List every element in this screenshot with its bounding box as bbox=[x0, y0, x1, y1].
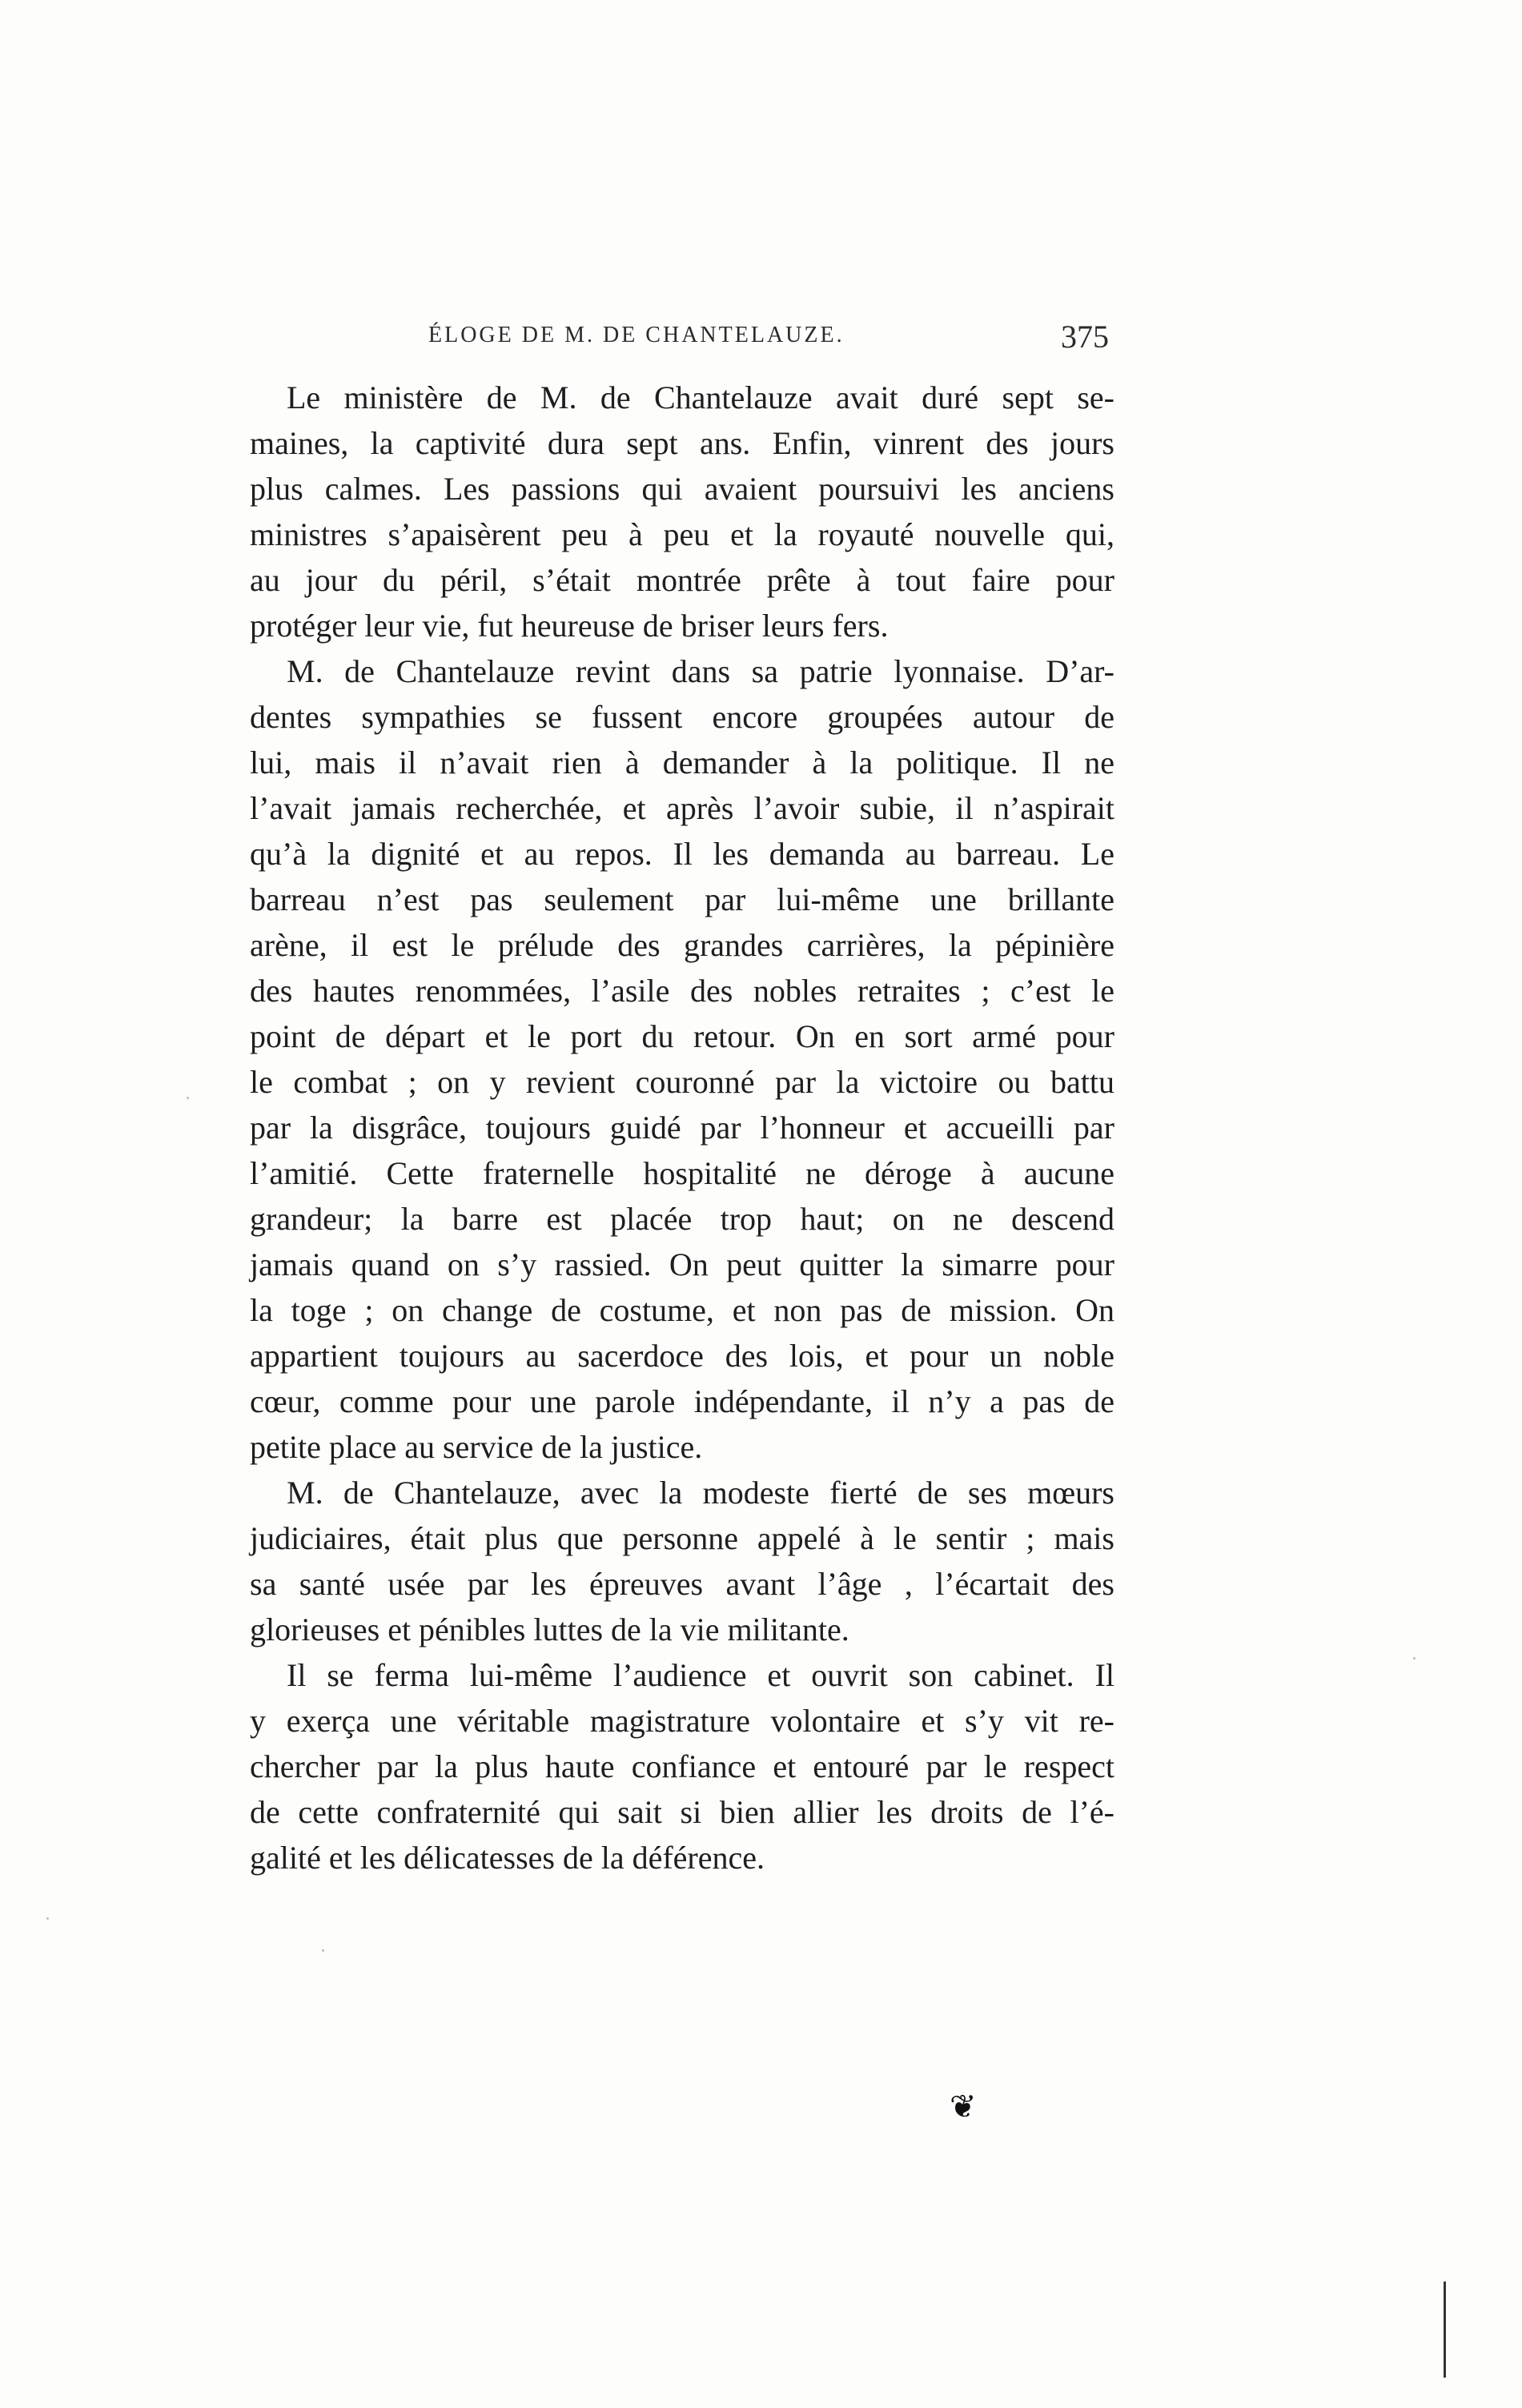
text-line: point de départ et le port du retour. On en sort armé pour bbox=[250, 1018, 1114, 1054]
scan-edge-mark bbox=[1444, 2282, 1446, 2378]
text-line: barreau n’est pas seulement par lui-même une brillante bbox=[250, 881, 1114, 917]
text-line: M. de Chantelauze revint dans sa patrie lyonnaise. D’ar- bbox=[287, 653, 1114, 689]
text-line: de cette confraternité qui sait si bien allier les droits de l’é- bbox=[250, 1794, 1114, 1830]
text-line: l’amitié. Cette fraternelle hospitalité ne déroge à aucune bbox=[250, 1155, 1114, 1191]
scan-speck bbox=[187, 1097, 189, 1099]
paragraph bbox=[250, 375, 1114, 648]
text-line: jamais quand on s’y rassied. On peut quitter la simarre pour bbox=[250, 1246, 1114, 1282]
page-number: 375 bbox=[1061, 319, 1109, 355]
text-line: ministres s’apaisèrent peu à peu et la royauté nouvelle qui, bbox=[250, 516, 1114, 552]
text-line: dentes sympathies se fussent encore groupées autour de bbox=[250, 699, 1114, 735]
text-line: des hautes renommées, l’asile des nobles retraites ; c’est le bbox=[250, 973, 1114, 1009]
text-line: galité et les délicatesses de la déférence. bbox=[250, 1840, 765, 1876]
text-line: lui, mais il n’avait rien à demander à la politique. Il ne bbox=[250, 744, 1114, 781]
text-line: l’avait jamais recherchée, et après l’avoir subie, il n’aspirait bbox=[250, 790, 1114, 826]
text-line: plus calmes. Les passions qui avaient poursuivi les anciens bbox=[250, 471, 1114, 507]
text-line: cœur, comme pour une parole indépendante, il n’y a pas de bbox=[250, 1383, 1114, 1419]
text-line: arène, il est le prélude des grandes carrières, la pépinière bbox=[250, 927, 1114, 963]
fleuron-icon: ❦ bbox=[950, 2089, 977, 2125]
text-line: sa santé usée par les épreuves avant l’âge , l’écartait des bbox=[250, 1566, 1114, 1602]
text-line: le combat ; on y revient couronné par la victoire ou battu bbox=[250, 1064, 1114, 1100]
text-line: qu’à la dignité et au repos. Il les demanda au barreau. Le bbox=[250, 836, 1114, 872]
text-line: grandeur; la barre est placée trop haut; on ne descend bbox=[250, 1201, 1114, 1237]
scan-speck bbox=[46, 1917, 49, 1920]
running-title: ÉLOGE DE M. DE CHANTELAUZE. bbox=[428, 323, 845, 347]
text-line: chercher par la plus haute confiance et entouré par le respect bbox=[250, 1748, 1114, 1784]
text-line: judiciaires, était plus que personne appelé à le sentir ; mais bbox=[250, 1520, 1114, 1556]
text-line: la toge ; on change de costume, et non pas de mission. On bbox=[250, 1292, 1114, 1328]
paragraph bbox=[250, 1652, 1114, 1880]
text-line: par la disgrâce, toujours guidé par l’honneur et accueilli par bbox=[250, 1110, 1114, 1146]
scan-speck bbox=[322, 1949, 324, 1952]
scan-speck bbox=[1413, 1657, 1416, 1660]
text-line: appartient toujours au sacerdoce des lois, et pour un noble bbox=[250, 1338, 1114, 1374]
text-line: protéger leur vie, fut heureuse de briser leurs fers. bbox=[250, 608, 889, 644]
text-line: y exerça une véritable magistrature volontaire et s’y vit re- bbox=[250, 1703, 1114, 1739]
text-line: petite place au service de la justice. bbox=[250, 1429, 703, 1465]
paragraph bbox=[250, 648, 1114, 1470]
text-line: Il se ferma lui-même l’audience et ouvrit son cabinet. Il bbox=[287, 1657, 1114, 1693]
running-head bbox=[428, 319, 1109, 363]
body-text bbox=[250, 375, 1114, 1880]
text-line: maines, la captivité dura sept ans. Enfin, vinrent des jours bbox=[250, 425, 1114, 461]
text-line: M. de Chantelauze, avec la modeste fierté de ses mœurs bbox=[287, 1475, 1114, 1511]
paragraph bbox=[250, 1470, 1114, 1652]
text-line: Le ministère de M. de Chantelauze avait duré sept se- bbox=[287, 379, 1114, 415]
text-line: glorieuses et pénibles luttes de la vie militante. bbox=[250, 1611, 849, 1647]
text-line: au jour du péril, s’était montrée prête à tout faire pour bbox=[250, 562, 1114, 598]
